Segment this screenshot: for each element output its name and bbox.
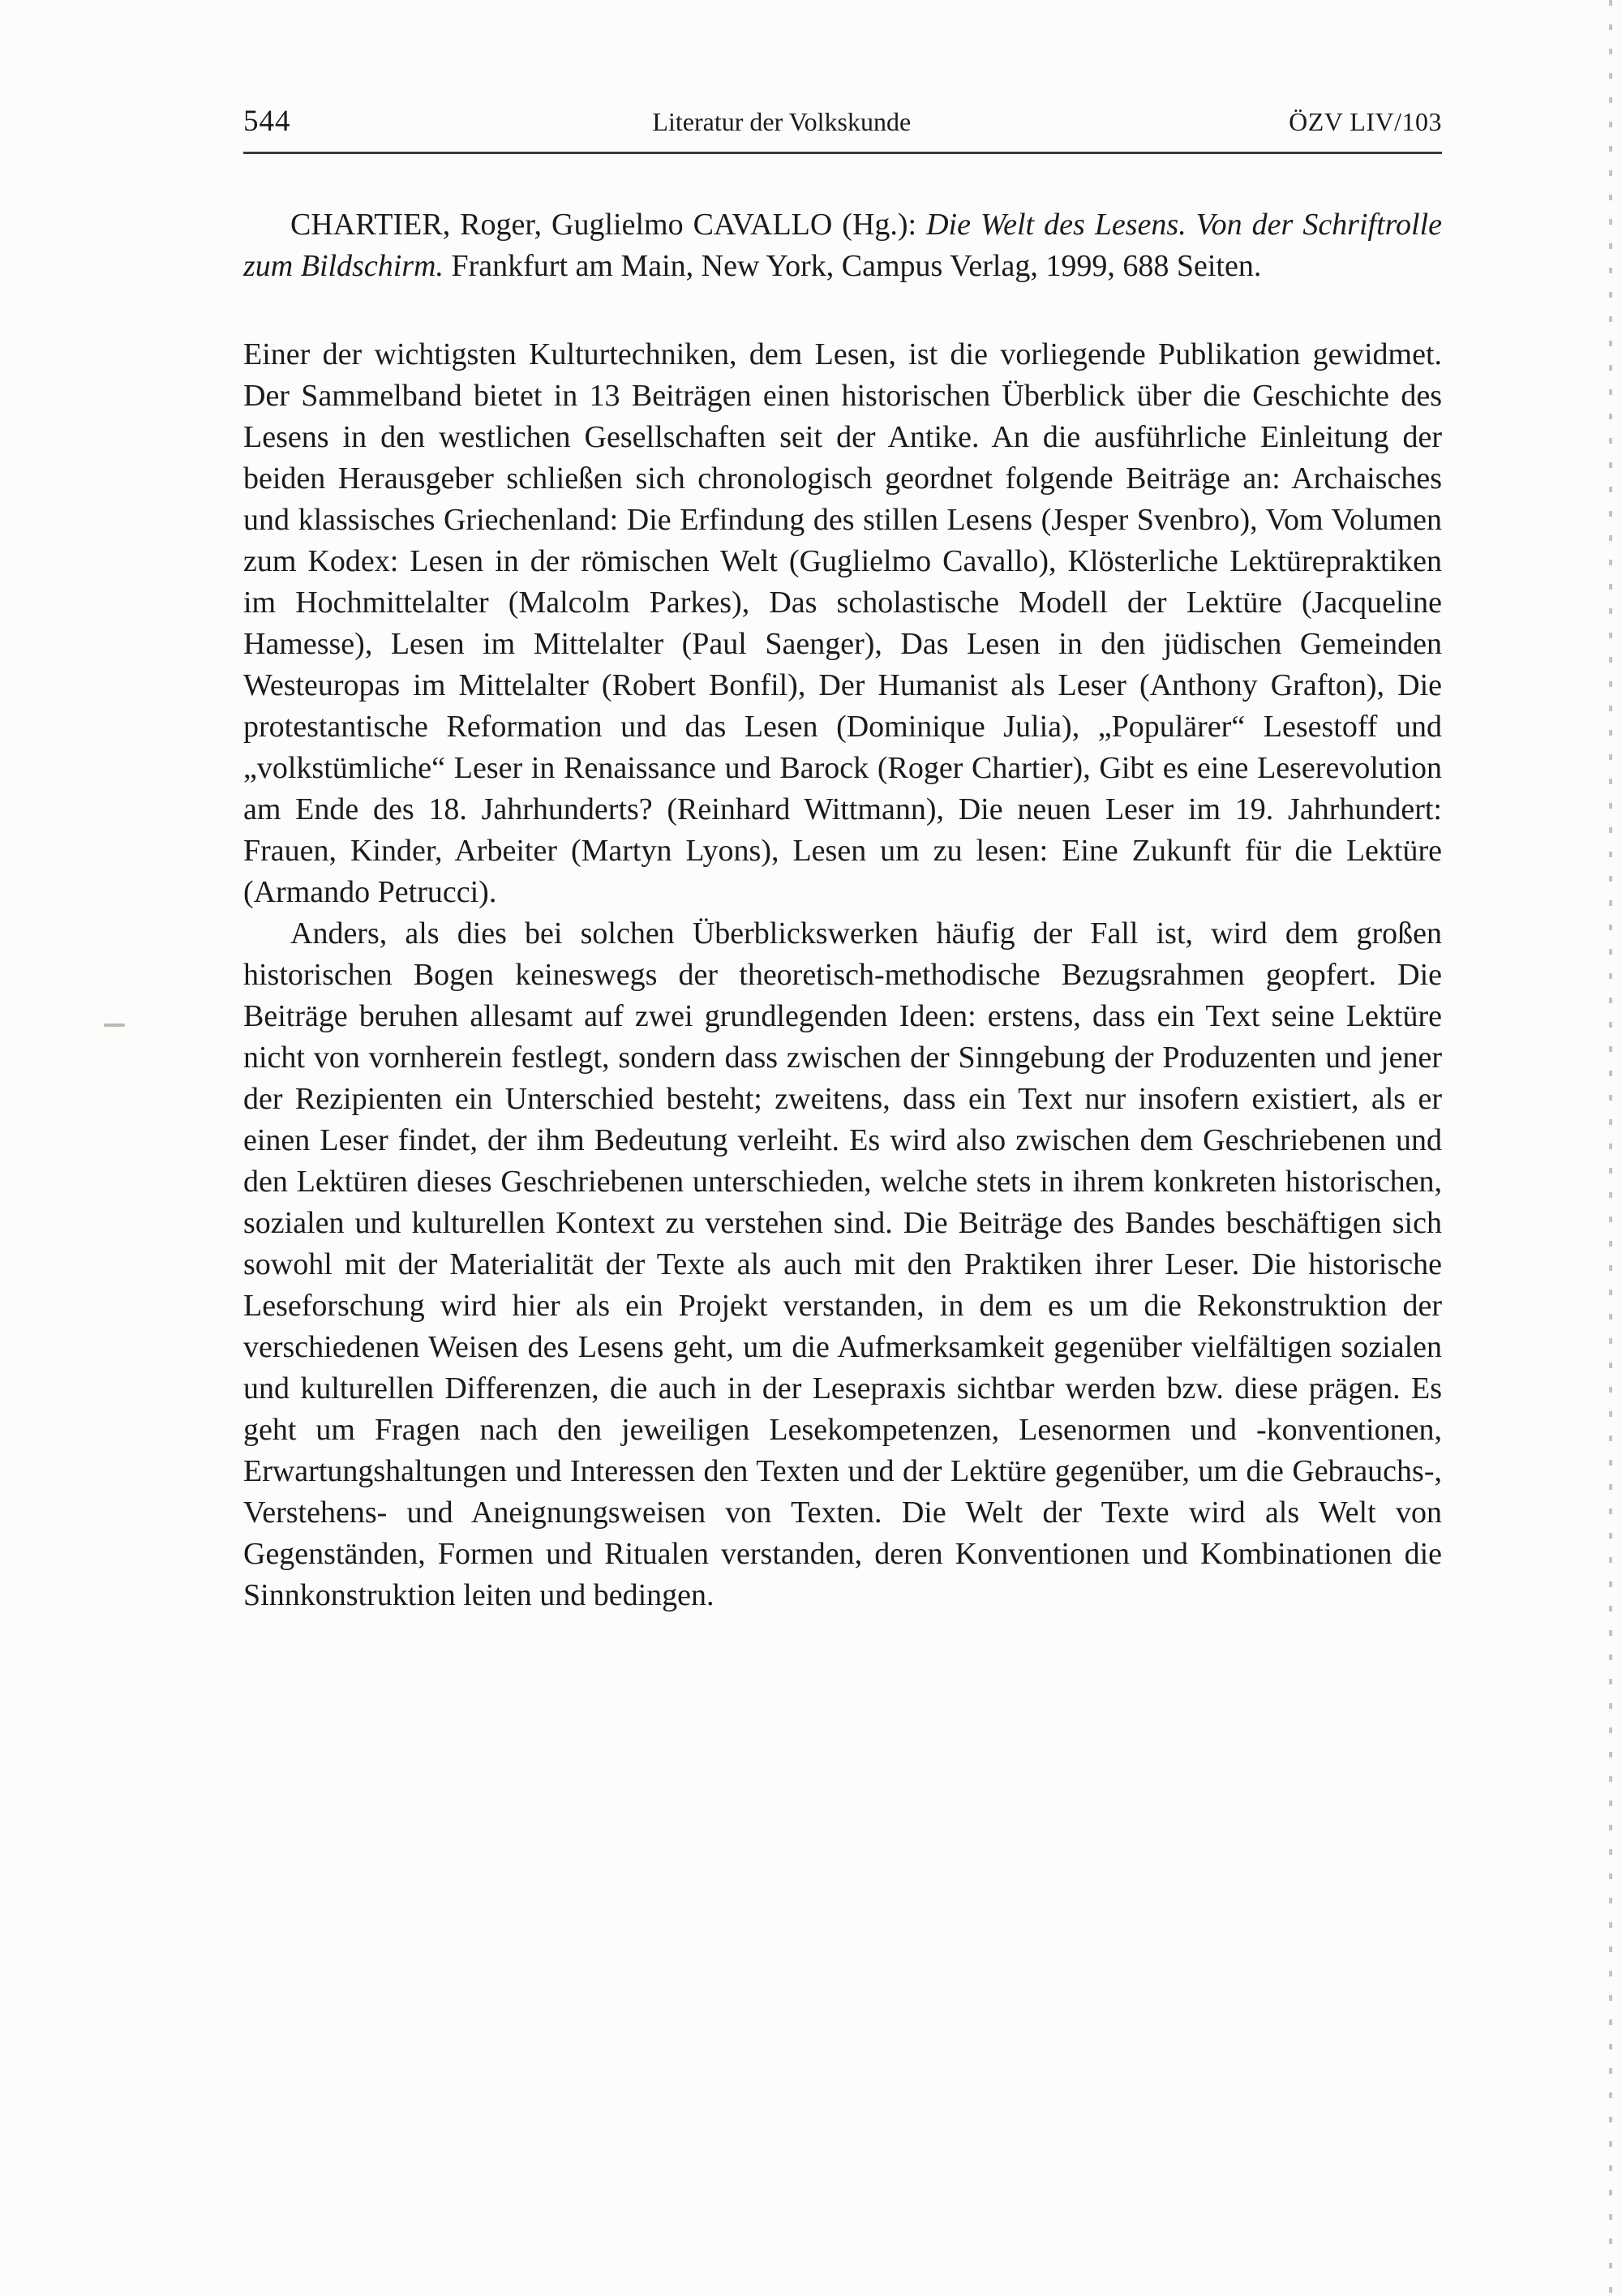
page-header [243,104,1442,154]
citation-imprint: Frankfurt am Main, New York, Campus Verlag, 1999, 688 Seiten. [444,249,1262,283]
scan-speckle [104,1024,125,1027]
citation-title: Die Welt des Lesens. Von der Schriftrolle zum Bildschirm. [243,208,1443,283]
issue-number: ÖZV LIV/103 [1289,107,1442,136]
scan-edge-artifact [1609,0,1612,2296]
body-paragraph-2: Anders, als dies bei solchen Überblickswerken häufig der Fall ist, wird dem großen historischen Bogen keineswegs der theoretisch-methodische Bezugsrahmen geopfert. Die Beiträge beruhen allesamt auf zwei grundlegenden Ideen: erstens, dass ein Text seine Lektüre nicht von vornherein festlegt, sondern dass zwischen der Sinngebung der Produzenten und jener der Rezipienten ein Unterschied besteht; zweitens, dass ein Text nur insofern existiert, als er einen Leser findet, der ihm Bedeutung verleiht. Es wird also zwischen dem Geschriebenen und den Lektüren dieses Geschriebenen unterschieden, welche stets in ihrem konkreten historischen, sozialen und kulturellen Kontext zu verstehen sind. Die Beiträge des Bandes beschäftigen sich sowohl mit der Materialität der Texte als auch mit den Praktiken ihrer Leser. Die historische Leseforschung wird hier als ein Projekt verstanden, in dem es um die Rekonstruktion der verschiedenen Weisen des Lesens geht, um die Aufmerksamkeit gegenüber vielfältigen sozialen und kulturellen Differenzen, die auch in der Lesepraxis sichtbar werden bzw. diese prägen. Es geht um Fragen nach den jeweiligen Lesekompetenzen, Lesenormen und -konventionen, Erwartungshaltungen und Interessen den Texten und der Lektüre gegenüber, um die Gebrauchs-, Verstehens- und Aneignungsweisen von Texten. Die Welt der Texte wird als Welt von Gegenständen, Formen und Ritualen verstanden, deren Konventionen und Kombinationen die Sinnkonstruktion leiten und bedingen. [243,916,1442,1612]
journal-title: Literatur der Volkskunde [652,107,912,136]
body-paragraph-1: Einer der wichtigsten Kulturtechniken, dem Lesen, ist die vorliegende Publikation gewidmet. Der Sammelband bietet in 13 Beiträgen einen historischen Überblick über die Geschichte des Lesens in den westlichen Gesellschaften seit der Antike. An die ausführliche Einleitung der beiden Herausgeber schließen sich chronologisch geordnet folgende Beiträge an: Archaisches und klassisches Griechenland: Die Erfindung des stillen Lesens (Jesper Svenbro), Vom Volumen zum Kodex: Lesen in der römischen Welt (Guglielmo Cavallo), Klösterliche Lektürepraktiken im Hochmittelalter (Malcolm Parkes), Das scholastische Modell der Lektüre (Jacqueline Hamesse), Lesen im Mittelalter (Paul Saenger), Das Lesen in den jüdischen Gemeinden Westeuropas im Mittelalter (Robert Bonfil), Der Humanist als Leser (Anthony Grafton), Die protestantische Reformation und das Lesen (Dominique Julia), „Populärer“ Lesestoff und „volkstümliche“ Leser in Renaissance und Barock (Roger Chartier), Gibt es eine Leserevolution am Ende des 18. Jahrhunderts? (Reinhard Wittmann), Die neuen Leser im 19. Jahrhundert: Frauen, Kinder, Arbeiter (Martyn Lyons), Lesen um zu lesen: Eine Zukunft für die Lektüre (Armando Petrucci). [243,337,1442,909]
page-content [243,104,1442,1616]
citation-authors: CHARTIER, Roger, Guglielmo CAVALLO (Hg.): [290,208,927,242]
page-number: 544 [243,105,291,138]
citation-paragraph [243,204,1442,287]
